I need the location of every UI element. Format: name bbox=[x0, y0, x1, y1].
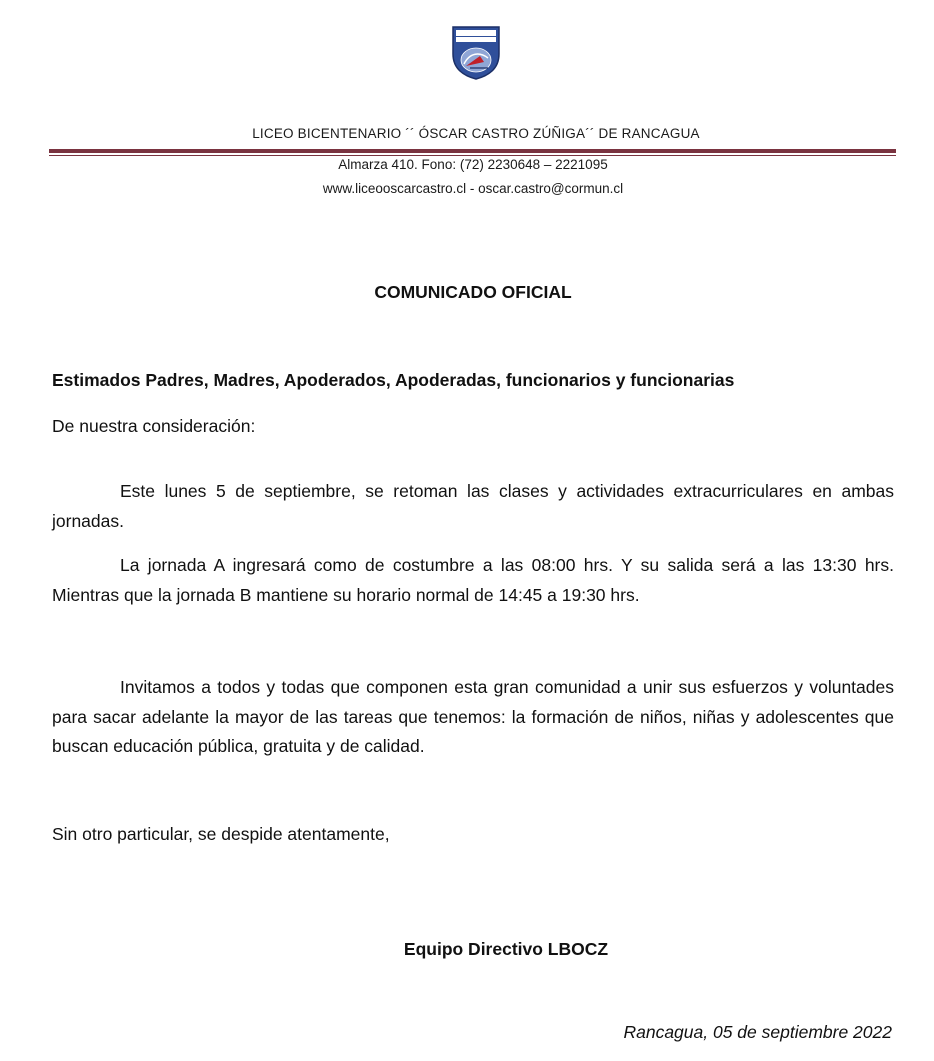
school-name: LICEO BICENTENARIO ´´ ÓSCAR CASTRO ZÚÑIGA´´ DE RANCAGUA bbox=[252, 126, 700, 141]
body-paragraph-1: Este lunes 5 de septiembre, se retoman las clases y actividades extracurriculares en ambas jornadas. bbox=[52, 481, 894, 531]
greeting: De nuestra consideración: bbox=[52, 416, 256, 436]
signature: Equipo Directivo LBOCZ bbox=[403, 939, 609, 959]
closing-line: Sin otro particular, se despide atentamente, bbox=[52, 824, 390, 844]
school-web-contact: www.liceooscarcastro.cl - oscar.castro@cormun.cl bbox=[322, 181, 624, 196]
document-date: Rancagua, 05 de septiembre 2022 bbox=[623, 1022, 892, 1042]
header-rule bbox=[49, 149, 896, 153]
salutation: Estimados Padres, Madres, Apoderados, Apoderadas, funcionarios y funcionarias bbox=[52, 370, 735, 390]
school-address: Almarza 410. Fono: (72) 2230648 – 2221095 bbox=[338, 157, 608, 172]
school-crest-icon bbox=[450, 24, 502, 80]
document-title: COMUNICADO OFICIAL bbox=[374, 282, 572, 302]
body-paragraph-3: Invitamos a todos y todas que componen esta gran comunidad a unir sus esfuerzos y voluntades para sacar adelante la mayor de las tareas que tenemos: la formación de niños, niñas y adolescentes que buscan educación pública, gratuita y de calidad. bbox=[52, 677, 894, 756]
header-rule-thin bbox=[49, 155, 896, 156]
body-paragraph-2: La jornada A ingresará como de costumbre a las 08:00 hrs. Y su salida será a las 13:30 hrs. Mientras que la jornada B mantiene su horario normal de 14:45 a 19:30 hrs. bbox=[52, 555, 894, 605]
